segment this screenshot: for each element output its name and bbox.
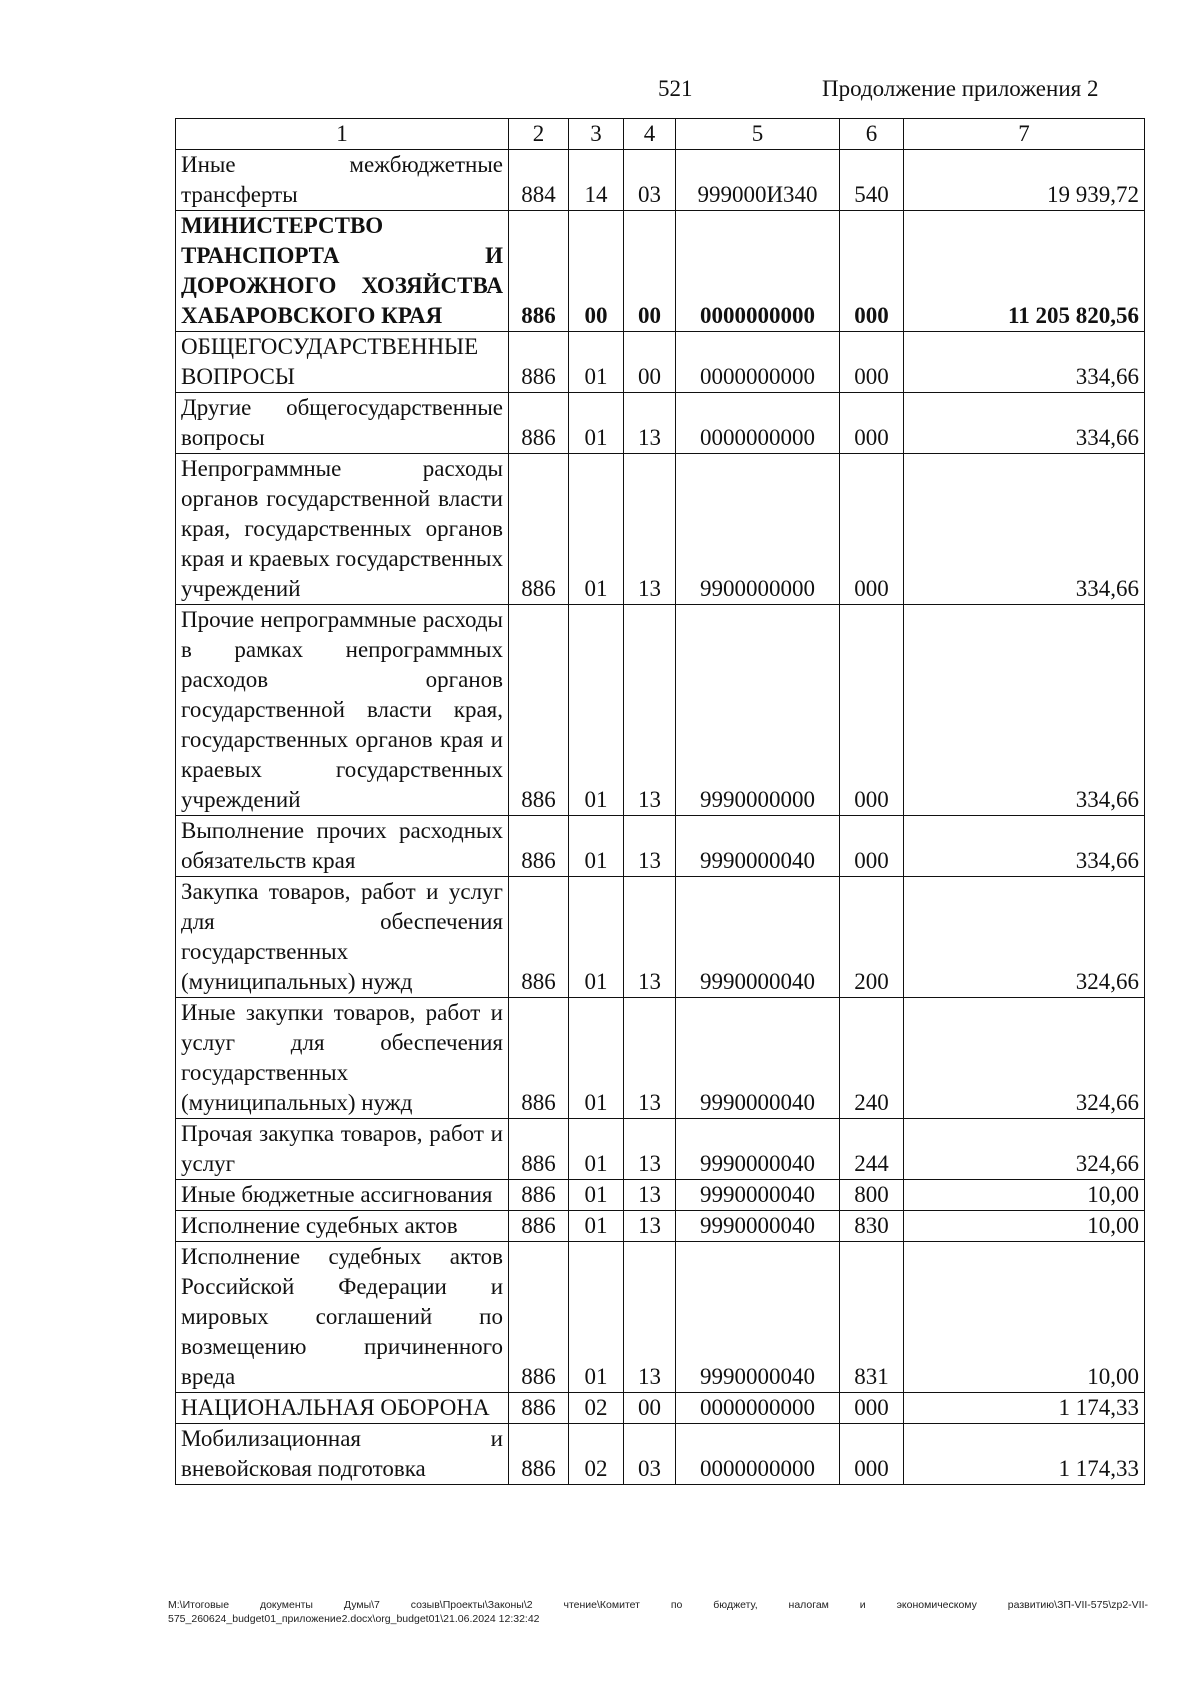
- row-expense-type-cell: 000: [840, 1393, 904, 1424]
- column-header: 4: [624, 119, 676, 150]
- row-name-cell: Исполнение судебных актов Российской Федерации и мировых соглашений по возмещению причиненного вреда: [176, 1242, 509, 1393]
- row-amount-cell: 334,66: [904, 816, 1145, 877]
- row-amount-cell: 19 939,72: [904, 150, 1145, 211]
- row-name-cell: Иные межбюджетные трансферты: [176, 150, 509, 211]
- row-expense-type-cell: 540: [840, 150, 904, 211]
- row-expense-type-cell: 244: [840, 1119, 904, 1180]
- row-section-cell: 01: [569, 393, 624, 454]
- column-header: 2: [509, 119, 569, 150]
- table-row: [176, 605, 1145, 816]
- table-row: [176, 454, 1145, 605]
- row-expense-type-cell: 200: [840, 877, 904, 998]
- table-row: [176, 998, 1145, 1119]
- column-header: 5: [676, 119, 840, 150]
- row-name-cell: Иные закупки товаров, работ и услуг для обеспечения государственных (муниципальных) нужд: [176, 998, 509, 1119]
- row-expense-type-cell: 000: [840, 332, 904, 393]
- table-row: [176, 150, 1145, 211]
- table-row: [176, 1180, 1145, 1211]
- row-expense-type-cell: 000: [840, 605, 904, 816]
- row-subsection-cell: 13: [624, 454, 676, 605]
- row-expense-type-cell: 800: [840, 1180, 904, 1211]
- table-row: [176, 1424, 1145, 1485]
- row-amount-cell: 334,66: [904, 454, 1145, 605]
- row-code-cell: 886: [509, 393, 569, 454]
- table-row: [176, 816, 1145, 877]
- row-expense-type-cell: 830: [840, 1211, 904, 1242]
- row-amount-cell: 334,66: [904, 605, 1145, 816]
- row-section-cell: 01: [569, 1119, 624, 1180]
- row-name-cell: Мобилизационная и вневойсковая подготовка: [176, 1424, 509, 1485]
- table-row: [176, 211, 1145, 332]
- row-expense-type-cell: 000: [840, 1424, 904, 1485]
- table-row: [176, 1211, 1145, 1242]
- row-code-cell: 886: [509, 998, 569, 1119]
- row-target-article-cell: 0000000000: [676, 1424, 840, 1485]
- row-name-cell: Непрограммные расходы органов государственной власти края, государственных органов края и краевых государственных учреждений: [176, 454, 509, 605]
- column-header: 3: [569, 119, 624, 150]
- row-expense-type-cell: 000: [840, 454, 904, 605]
- row-target-article-cell: 9990000040: [676, 1119, 840, 1180]
- row-name-cell: Закупка товаров, работ и услуг для обеспечения государственных (муниципальных) нужд: [176, 877, 509, 998]
- row-code-cell: 886: [509, 332, 569, 393]
- row-target-article-cell: 9990000000: [676, 605, 840, 816]
- row-code-cell: 886: [509, 211, 569, 332]
- row-section-cell: 01: [569, 998, 624, 1119]
- row-target-article-cell: 9990000040: [676, 1242, 840, 1393]
- column-header-row: [176, 119, 1145, 150]
- row-name-cell: Исполнение судебных актов: [176, 1211, 509, 1242]
- row-name-cell: МИНИСТЕРСТВО ТРАНСПОРТА И ДОРОЖНОГО ХОЗЯЙСТВА ХАБАРОВСКОГО КРАЯ: [176, 211, 509, 332]
- row-amount-cell: 334,66: [904, 393, 1145, 454]
- table-row: [176, 393, 1145, 454]
- row-section-cell: 00: [569, 211, 624, 332]
- row-target-article-cell: 9990000040: [676, 1211, 840, 1242]
- row-subsection-cell: 13: [624, 877, 676, 998]
- row-section-cell: 01: [569, 605, 624, 816]
- row-name-cell: НАЦИОНАЛЬНАЯ ОБОРОНА: [176, 1393, 509, 1424]
- row-code-cell: 886: [509, 1393, 569, 1424]
- row-amount-cell: 10,00: [904, 1180, 1145, 1211]
- row-amount-cell: 10,00: [904, 1211, 1145, 1242]
- row-target-article-cell: 999000И340: [676, 150, 840, 211]
- row-code-cell: 886: [509, 816, 569, 877]
- row-target-article-cell: 0000000000: [676, 332, 840, 393]
- row-code-cell: 886: [509, 1211, 569, 1242]
- row-section-cell: 01: [569, 1242, 624, 1393]
- row-subsection-cell: 00: [624, 211, 676, 332]
- row-target-article-cell: 0000000000: [676, 211, 840, 332]
- row-section-cell: 14: [569, 150, 624, 211]
- row-code-cell: 886: [509, 605, 569, 816]
- column-header: 6: [840, 119, 904, 150]
- row-section-cell: 01: [569, 877, 624, 998]
- row-section-cell: 01: [569, 332, 624, 393]
- row-name-cell: Иные бюджетные ассигнования: [176, 1180, 509, 1211]
- row-expense-type-cell: 000: [840, 211, 904, 332]
- row-section-cell: 01: [569, 1211, 624, 1242]
- row-name-cell: Прочая закупка товаров, работ и услуг: [176, 1119, 509, 1180]
- row-target-article-cell: 9990000040: [676, 877, 840, 998]
- row-subsection-cell: 13: [624, 998, 676, 1119]
- row-amount-cell: 334,66: [904, 332, 1145, 393]
- row-amount-cell: 324,66: [904, 1119, 1145, 1180]
- row-amount-cell: 1 174,33: [904, 1424, 1145, 1485]
- table-row: [176, 1119, 1145, 1180]
- row-expense-type-cell: 240: [840, 998, 904, 1119]
- row-subsection-cell: 00: [624, 332, 676, 393]
- table-row: [176, 1393, 1145, 1424]
- row-code-cell: 886: [509, 1119, 569, 1180]
- row-section-cell: 01: [569, 1180, 624, 1211]
- row-subsection-cell: 13: [624, 816, 676, 877]
- row-subsection-cell: 13: [624, 1211, 676, 1242]
- row-name-cell: ОБЩЕГОСУДАРСТВЕННЫЕ ВОПРОСЫ: [176, 332, 509, 393]
- row-name-cell: Прочие непрограммные расходы в рамках непрограммных расходов органов государственной власти края, государственных органов края и краевых государственных учреждений: [176, 605, 509, 816]
- row-amount-cell: 10,00: [904, 1242, 1145, 1393]
- row-code-cell: 886: [509, 454, 569, 605]
- row-target-article-cell: 9900000000: [676, 454, 840, 605]
- row-amount-cell: 11 205 820,56: [904, 211, 1145, 332]
- row-name-cell: Выполнение прочих расходных обязательств края: [176, 816, 509, 877]
- column-header: 7: [904, 119, 1145, 150]
- row-amount-cell: 324,66: [904, 877, 1145, 998]
- row-expense-type-cell: 831: [840, 1242, 904, 1393]
- row-subsection-cell: 13: [624, 1180, 676, 1211]
- row-subsection-cell: 03: [624, 150, 676, 211]
- table-row: [176, 877, 1145, 998]
- row-section-cell: 02: [569, 1393, 624, 1424]
- table-body: [176, 150, 1145, 1485]
- row-target-article-cell: 0000000000: [676, 1393, 840, 1424]
- row-subsection-cell: 13: [624, 605, 676, 816]
- row-expense-type-cell: 000: [840, 816, 904, 877]
- continuation-label: Продолжение приложения 2: [822, 76, 1099, 101]
- row-subsection-cell: 03: [624, 1424, 676, 1485]
- row-section-cell: 02: [569, 1424, 624, 1485]
- row-target-article-cell: 0000000000: [676, 393, 840, 454]
- row-amount-cell: 324,66: [904, 998, 1145, 1119]
- row-section-cell: 01: [569, 454, 624, 605]
- row-subsection-cell: 00: [624, 1393, 676, 1424]
- row-subsection-cell: 13: [624, 1242, 676, 1393]
- row-section-cell: 01: [569, 816, 624, 877]
- column-header: 1: [176, 119, 509, 150]
- row-name-cell: Другие общегосударственные вопросы: [176, 393, 509, 454]
- row-target-article-cell: 9990000040: [676, 816, 840, 877]
- row-code-cell: 886: [509, 1180, 569, 1211]
- row-target-article-cell: 9990000040: [676, 1180, 840, 1211]
- row-code-cell: 886: [509, 877, 569, 998]
- row-code-cell: 886: [509, 1424, 569, 1485]
- row-code-cell: 886: [509, 1242, 569, 1393]
- budget-table: [175, 118, 1145, 1485]
- row-code-cell: 884: [509, 150, 569, 211]
- table-row: [176, 1242, 1145, 1393]
- row-expense-type-cell: 000: [840, 393, 904, 454]
- row-amount-cell: 1 174,33: [904, 1393, 1145, 1424]
- row-subsection-cell: 13: [624, 1119, 676, 1180]
- page-number: 521: [658, 76, 693, 101]
- row-target-article-cell: 9990000040: [676, 998, 840, 1119]
- table-row: [176, 332, 1145, 393]
- file-path-footer: M:\Итоговые документы Думы\7 созыв\Проекты\Законы\2 чтение\Комитет по бюджету, налогам и экономическому развитию\ЗП-VII-575\zp2-VII-575_260624_budget01_приложение2.docx\org_budget01\21.06.2024 12:32:42: [168, 1599, 1148, 1625]
- row-subsection-cell: 13: [624, 393, 676, 454]
